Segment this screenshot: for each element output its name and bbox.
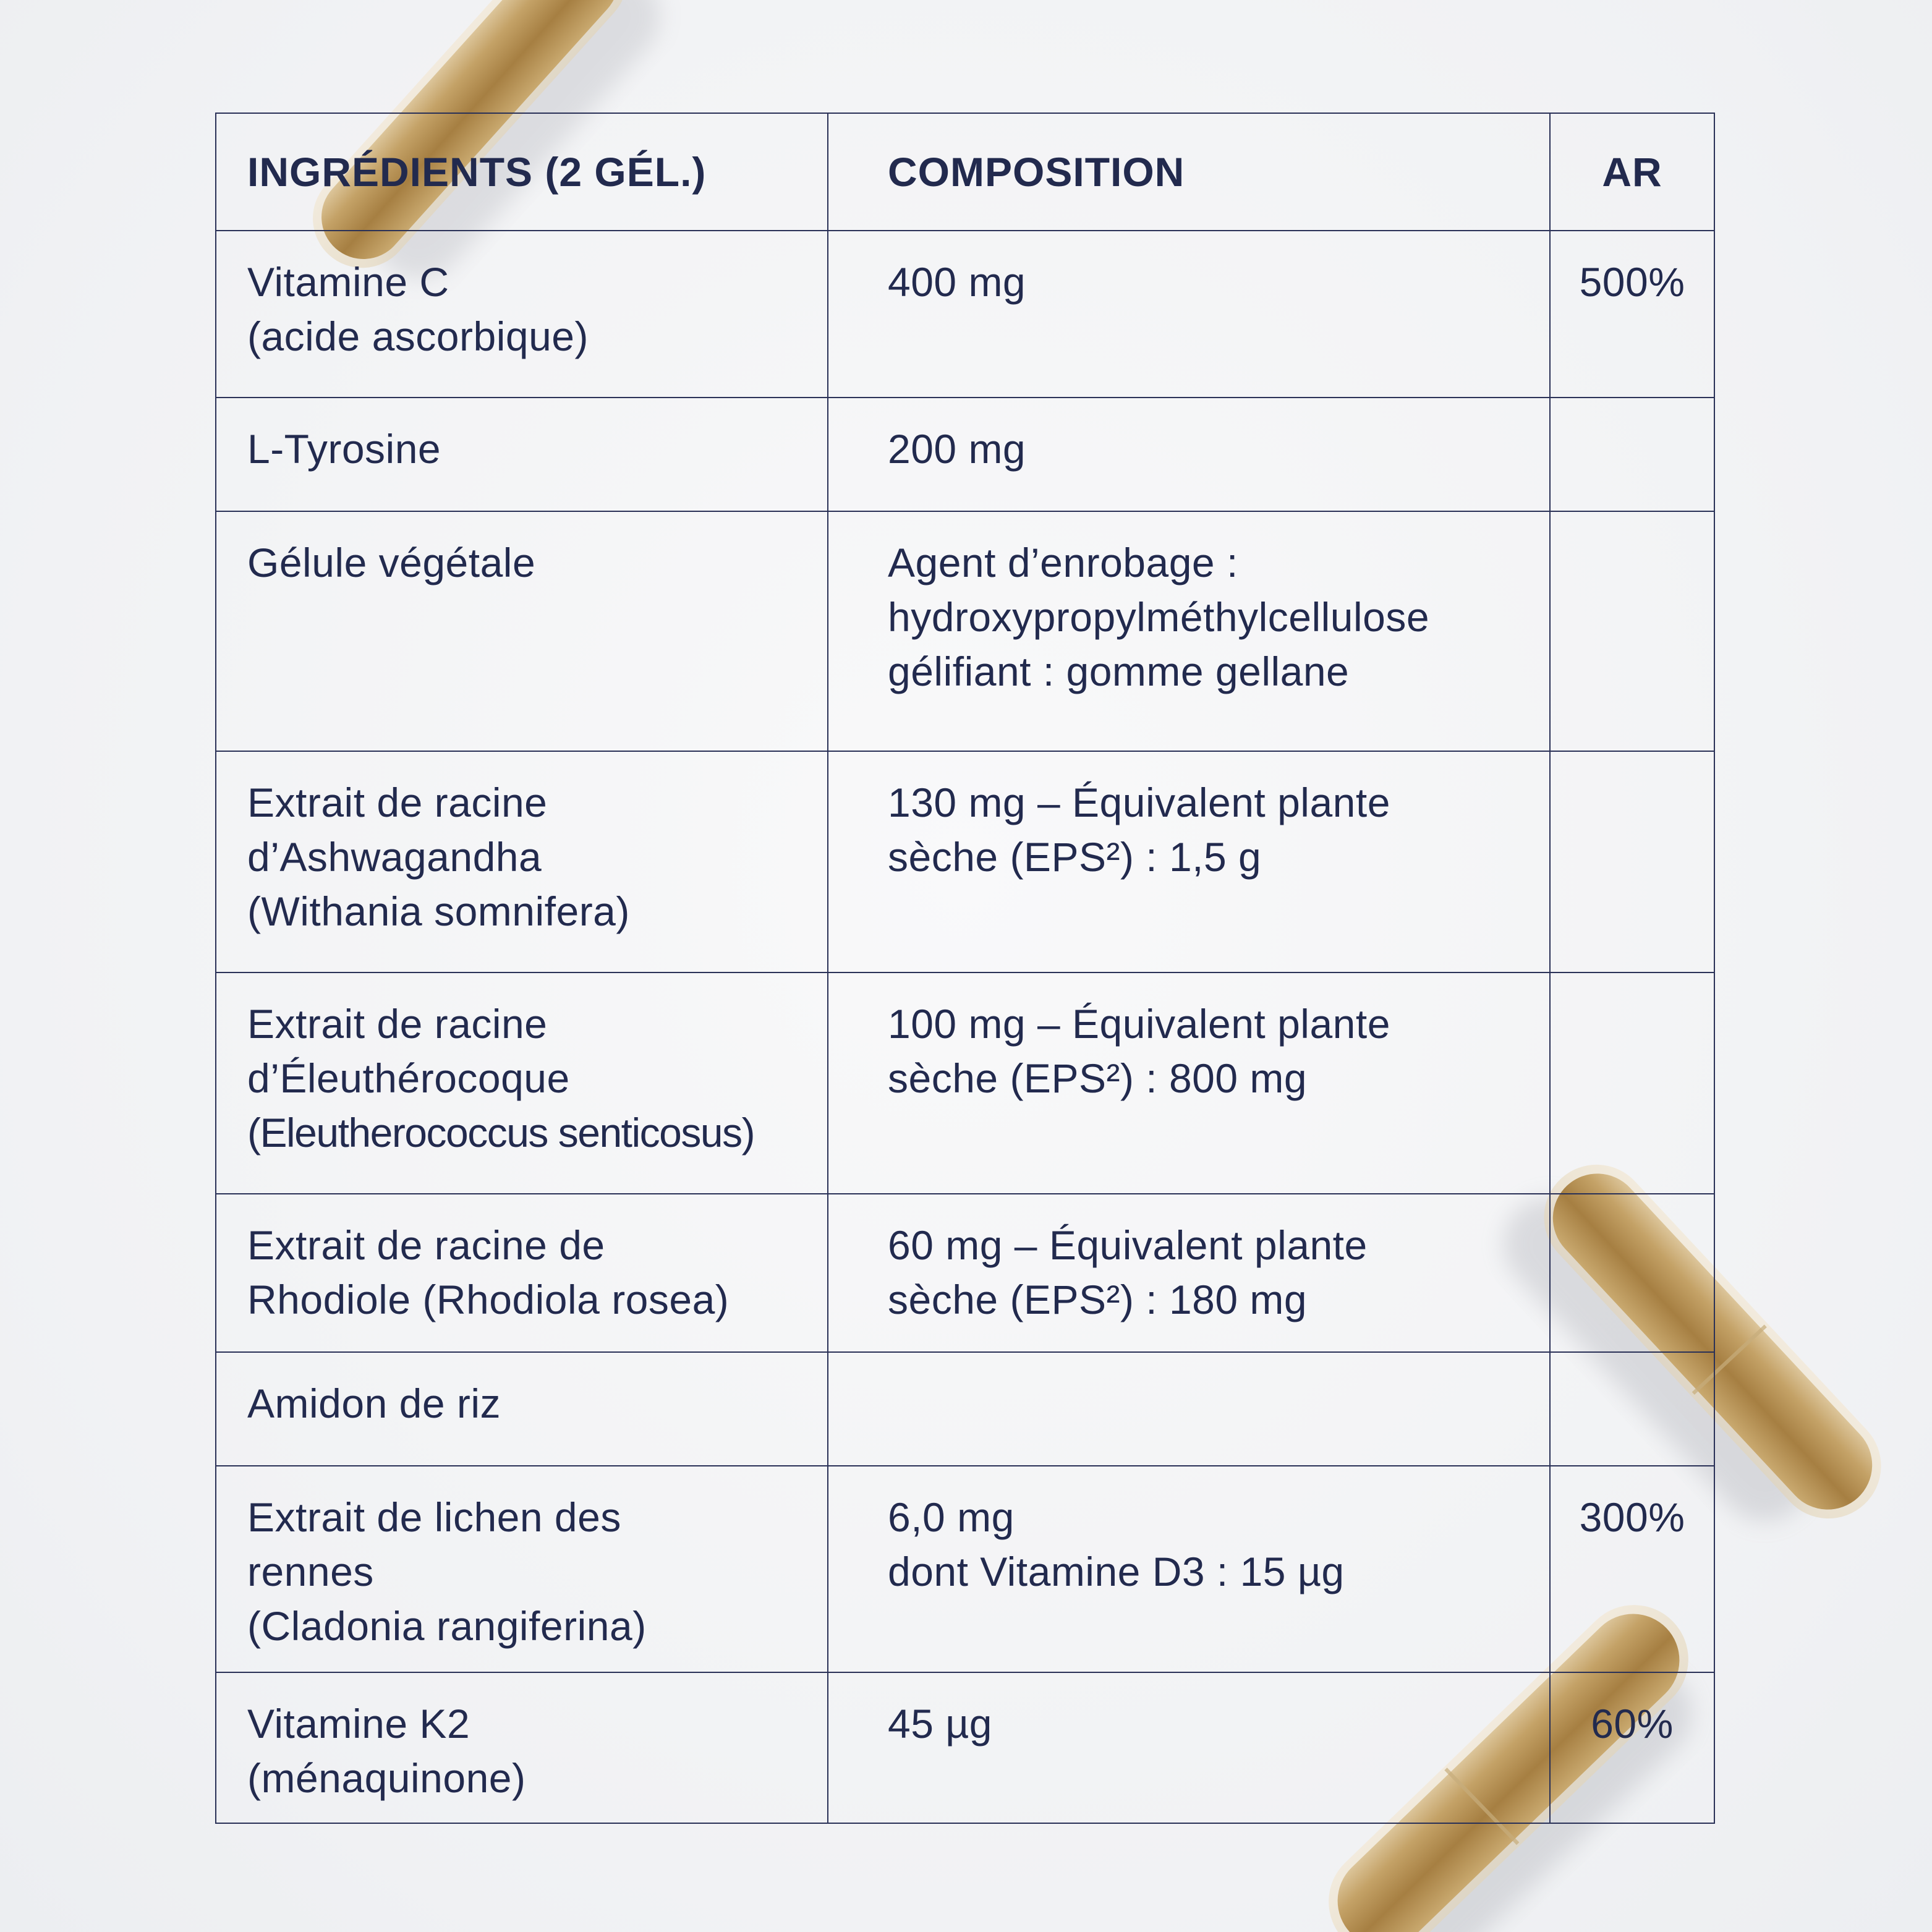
ingredient-cell: L-Tyrosine: [216, 398, 828, 511]
composition-cell: 400 mg: [828, 231, 1550, 398]
table-header-row: [216, 113, 1714, 231]
ar-cell: 60%: [1550, 1672, 1714, 1823]
ingredients-table: [215, 113, 1715, 1824]
ar-cell: [1550, 972, 1714, 1194]
ar-cell: [1550, 751, 1714, 972]
header-ar: AR: [1550, 113, 1714, 231]
table-row: [216, 1466, 1714, 1672]
table-row: [216, 1672, 1714, 1823]
table-row: [216, 398, 1714, 511]
ingredient-cell: Gélule végétale: [216, 511, 828, 751]
ingredient-cell: Extrait de racine d’Éleuthérocoque (Eleutherococcus senticosus): [216, 972, 828, 1194]
table-row: [216, 231, 1714, 398]
ingredient-cell: Vitamine C (acide ascorbique): [216, 231, 828, 398]
ingredient-cell: Extrait de lichen des rennes (Cladonia rangiferina): [216, 1466, 828, 1672]
table-row: [216, 751, 1714, 972]
ar-cell: [1550, 398, 1714, 511]
ar-cell: 500%: [1550, 231, 1714, 398]
composition-cell: 130 mg – Équivalent plante sèche (EPS²) : 1,5 g: [828, 751, 1550, 972]
ar-cell: [1550, 511, 1714, 751]
header-composition: COMPOSITION: [828, 113, 1550, 231]
table-row: [216, 1352, 1714, 1466]
ar-cell: [1550, 1194, 1714, 1352]
header-ingredients: INGRÉDIENTS (2 GÉL.): [216, 113, 828, 231]
composition-cell: 60 mg – Équivalent plante sèche (EPS²) : 180 mg: [828, 1194, 1550, 1352]
ar-cell: [1550, 1352, 1714, 1466]
composition-cell: [828, 1352, 1550, 1466]
composition-cell: 200 mg: [828, 398, 1550, 511]
ingredient-cell: Amidon de riz: [216, 1352, 828, 1466]
ingredient-cell: Extrait de racine d’Ashwagandha (Withania somnifera): [216, 751, 828, 972]
composition-cell: 100 mg – Équivalent plante sèche (EPS²) : 800 mg: [828, 972, 1550, 1194]
ingredient-cell: Extrait de racine de Rhodiole (Rhodiola rosea): [216, 1194, 828, 1352]
ingredient-cell: Vitamine K2 (ménaquinone): [216, 1672, 828, 1823]
ingredients-table-container: [215, 113, 1714, 1824]
ar-cell: 300%: [1550, 1466, 1714, 1672]
composition-cell: 6,0 mg dont Vitamine D3 : 15 µg: [828, 1466, 1550, 1672]
table-row: [216, 972, 1714, 1194]
composition-cell: Agent d’enrobage : hydroxypropylméthylcellulose gélifiant : gomme gellane: [828, 511, 1550, 751]
composition-cell: 45 µg: [828, 1672, 1550, 1823]
table-row: [216, 511, 1714, 751]
table-row: [216, 1194, 1714, 1352]
